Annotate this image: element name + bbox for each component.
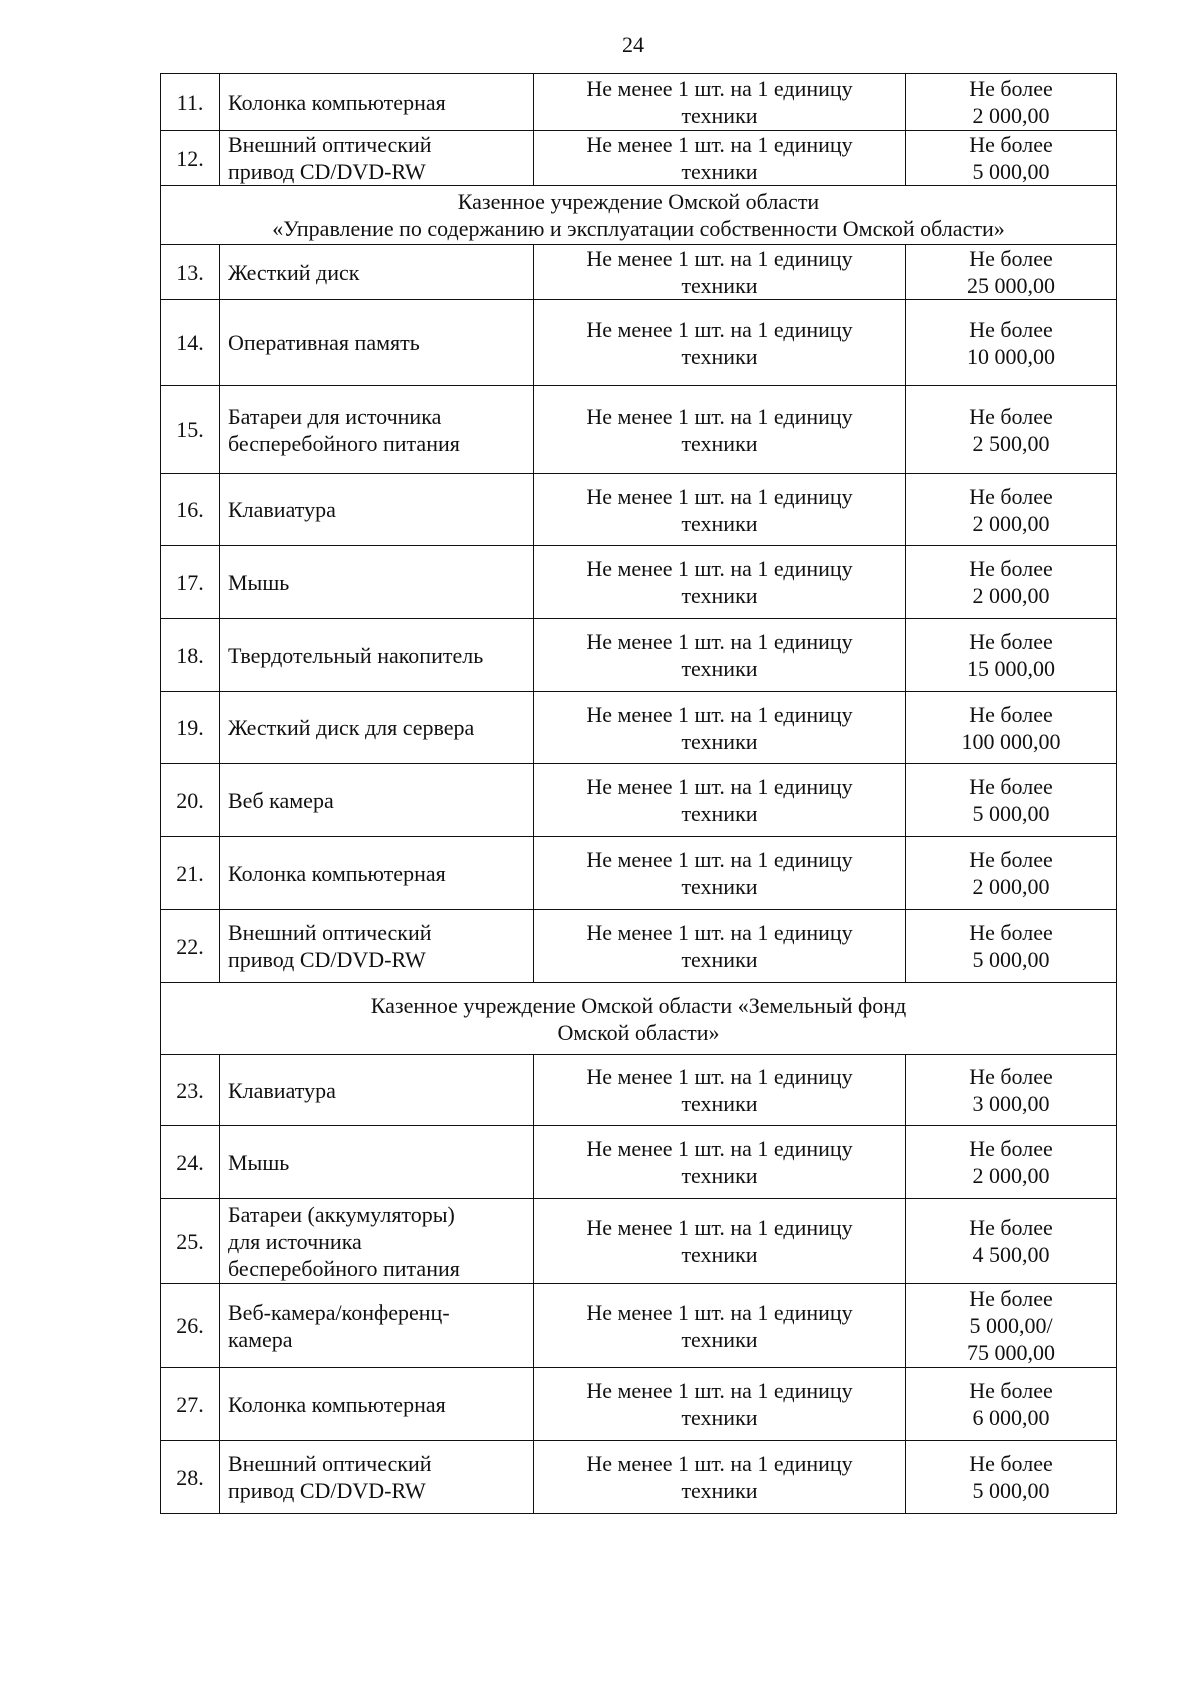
item-quantity-line: Не менее 1 шт. на 1 единицу bbox=[586, 701, 853, 727]
item-quantity-line: Не менее 1 шт. на 1 единицу bbox=[586, 1215, 853, 1240]
item-quantity-line: Не менее 1 шт. на 1 единицу bbox=[586, 246, 853, 271]
item-price-line: 100 000,00 bbox=[961, 728, 1061, 754]
item-price-line: 2 500,00 bbox=[972, 430, 1050, 456]
item-name-line: Веб-камера/конференц- bbox=[228, 1299, 450, 1325]
item-name-line: Твердотельный накопитель bbox=[228, 642, 484, 668]
item-price-line: Не более bbox=[969, 920, 1053, 945]
item-quantity-line: техники bbox=[681, 947, 758, 972]
item-quantity bbox=[534, 1055, 906, 1126]
item-price bbox=[906, 692, 1117, 764]
item-quantity-line: техники bbox=[681, 728, 758, 754]
item-quantity bbox=[534, 1284, 906, 1368]
item-name bbox=[220, 1199, 534, 1284]
item-price-line: Не более bbox=[969, 1286, 1053, 1311]
item-quantity bbox=[534, 692, 906, 764]
item-name-line: Жесткий диск для сервера bbox=[228, 715, 475, 740]
item-price-line: 2 000,00 bbox=[972, 1163, 1050, 1188]
item-name-line: Колонка компьютерная bbox=[228, 860, 446, 886]
item-quantity-line: техники bbox=[681, 1326, 758, 1352]
item-price bbox=[906, 837, 1117, 910]
item-quantity-line: техники bbox=[681, 801, 758, 826]
row-number: 18. bbox=[161, 619, 220, 692]
row-number: 13. bbox=[161, 245, 220, 300]
item-price-line: 2 000,00 bbox=[972, 874, 1050, 899]
requirements-table bbox=[160, 73, 1117, 1514]
item-quantity-line: Не менее 1 шт. на 1 единицу bbox=[586, 1136, 853, 1161]
item-price-line: 5 000,00 bbox=[972, 159, 1050, 184]
item-quantity bbox=[534, 1199, 906, 1284]
item-quantity bbox=[534, 837, 906, 910]
item-price bbox=[906, 1199, 1117, 1284]
section-title bbox=[161, 186, 1117, 245]
item-name bbox=[220, 300, 534, 386]
item-price bbox=[906, 1368, 1117, 1441]
item-quantity bbox=[534, 546, 906, 619]
section-header-row bbox=[161, 186, 1117, 245]
item-price bbox=[906, 74, 1117, 131]
item-name-line: Батареи (аккумуляторы) bbox=[228, 1201, 455, 1227]
item-price-line: Не более bbox=[969, 1215, 1053, 1240]
item-price bbox=[906, 131, 1117, 186]
item-quantity-line: техники bbox=[681, 656, 758, 681]
item-quantity bbox=[534, 619, 906, 692]
item-price-line: 5 000,00 bbox=[972, 1478, 1050, 1503]
item-quantity-line: техники bbox=[681, 1478, 758, 1503]
item-quantity bbox=[534, 764, 906, 837]
item-price-line: 3 000,00 bbox=[972, 1091, 1050, 1116]
item-quantity bbox=[534, 386, 906, 474]
item-quantity bbox=[534, 1368, 906, 1441]
item-price-line: Не более bbox=[969, 1064, 1053, 1089]
item-name-line: Клавиатура bbox=[228, 497, 336, 522]
row-number: 21. bbox=[161, 837, 220, 910]
item-price-line: 25 000,00 bbox=[967, 273, 1055, 298]
item-price bbox=[906, 1126, 1117, 1199]
item-quantity-line: техники bbox=[681, 159, 758, 184]
item-price-line: 10 000,00 bbox=[967, 343, 1055, 369]
item-price bbox=[906, 910, 1117, 983]
item-price-line: 2 000,00 bbox=[972, 583, 1050, 608]
item-name bbox=[220, 1441, 534, 1514]
item-name-line: Внешний оптический bbox=[228, 1451, 432, 1476]
item-quantity bbox=[534, 474, 906, 546]
item-price-line: Не более bbox=[969, 246, 1053, 271]
item-name-line: для источника bbox=[228, 1228, 362, 1254]
item-name-line: Жесткий диск bbox=[228, 259, 360, 285]
section-title-line: «Управление по содержанию и эксплуатации собственности Омской области» bbox=[272, 216, 1005, 241]
item-price-line: 5 000,00/ bbox=[969, 1313, 1053, 1338]
row-number: 24. bbox=[161, 1126, 220, 1199]
table-row bbox=[161, 1055, 1117, 1126]
item-price-line: 6 000,00 bbox=[972, 1405, 1050, 1430]
item-quantity bbox=[534, 300, 906, 386]
row-number: 19. bbox=[161, 692, 220, 764]
item-quantity-line: техники bbox=[681, 1242, 758, 1267]
item-price bbox=[906, 245, 1117, 300]
item-price-line: Не более bbox=[969, 701, 1053, 727]
item-quantity-line: техники bbox=[681, 273, 758, 298]
table-row bbox=[161, 300, 1117, 386]
item-quantity-line: Не менее 1 шт. на 1 единицу bbox=[586, 316, 853, 342]
table-row bbox=[161, 1284, 1117, 1368]
item-quantity-line: Не менее 1 шт. на 1 единицу bbox=[586, 132, 853, 157]
item-price bbox=[906, 1441, 1117, 1514]
item-price-line: Не более bbox=[969, 629, 1053, 654]
row-number: 20. bbox=[161, 764, 220, 837]
section-title-line: Казенное учреждение Омской области «Земельный фонд bbox=[370, 992, 907, 1018]
item-price-line: Не более bbox=[969, 1451, 1053, 1476]
item-price bbox=[906, 1284, 1117, 1368]
item-name bbox=[220, 1368, 534, 1441]
item-price-line: Не более bbox=[969, 1378, 1053, 1403]
row-number: 12. bbox=[161, 131, 220, 186]
item-name bbox=[220, 837, 534, 910]
section-header-row bbox=[161, 983, 1117, 1055]
row-number: 22. bbox=[161, 910, 220, 983]
table-row bbox=[161, 1368, 1117, 1441]
row-number: 25. bbox=[161, 1199, 220, 1284]
item-name-line: Колонка компьютерная bbox=[228, 89, 446, 115]
item-name-line: Колонка компьютерная bbox=[228, 1391, 446, 1417]
table-row bbox=[161, 837, 1117, 910]
item-quantity-line: техники bbox=[681, 103, 758, 128]
row-number: 26. bbox=[161, 1284, 220, 1368]
item-quantity-line: техники bbox=[681, 1091, 758, 1116]
item-quantity-line: Не менее 1 шт. на 1 единицу bbox=[586, 556, 853, 581]
item-quantity-line: Не менее 1 шт. на 1 единицу bbox=[586, 483, 853, 509]
item-name bbox=[220, 386, 534, 474]
item-name bbox=[220, 1284, 534, 1368]
item-price bbox=[906, 1055, 1117, 1126]
item-quantity-line: техники bbox=[681, 430, 758, 456]
row-number: 28. bbox=[161, 1441, 220, 1514]
item-quantity-line: Не менее 1 шт. на 1 единицу bbox=[586, 1064, 853, 1089]
item-name bbox=[220, 1055, 534, 1126]
item-name bbox=[220, 692, 534, 764]
item-quantity bbox=[534, 1126, 906, 1199]
item-price-line: Не более bbox=[969, 774, 1053, 799]
table-row bbox=[161, 692, 1117, 764]
item-price-line: 5 000,00 bbox=[972, 947, 1050, 972]
row-number: 14. bbox=[161, 300, 220, 386]
item-name bbox=[220, 74, 534, 131]
item-price-line: Не более bbox=[969, 316, 1053, 342]
item-name bbox=[220, 546, 534, 619]
item-name-line: Оперативная память bbox=[228, 330, 420, 355]
item-price-line: 2 000,00 bbox=[972, 510, 1050, 536]
item-price-line: Не более bbox=[969, 556, 1053, 581]
item-quantity bbox=[534, 131, 906, 186]
item-quantity-line: техники bbox=[681, 510, 758, 536]
page-number: 24 bbox=[622, 32, 644, 57]
item-quantity bbox=[534, 910, 906, 983]
table-row bbox=[161, 619, 1117, 692]
table-row bbox=[161, 74, 1117, 131]
item-quantity-line: техники bbox=[681, 1405, 758, 1430]
row-number: 11. bbox=[161, 74, 220, 131]
item-price-line: 75 000,00 bbox=[967, 1340, 1055, 1365]
item-quantity-line: Не менее 1 шт. на 1 единицу bbox=[586, 1378, 853, 1403]
item-name bbox=[220, 474, 534, 546]
item-name-line: бесперебойного питания bbox=[228, 430, 460, 456]
item-name bbox=[220, 764, 534, 837]
item-name-line: камера bbox=[228, 1326, 293, 1352]
row-number: 15. bbox=[161, 386, 220, 474]
item-name-line: привод CD/DVD-RW bbox=[228, 1478, 426, 1503]
table-row bbox=[161, 386, 1117, 474]
table-row bbox=[161, 245, 1117, 300]
item-quantity-line: Не менее 1 шт. на 1 единицу bbox=[586, 76, 853, 101]
item-price-line: 4 500,00 bbox=[972, 1242, 1050, 1267]
item-quantity-line: техники bbox=[681, 1163, 758, 1188]
item-quantity-line: Не менее 1 шт. на 1 единицу bbox=[586, 629, 853, 654]
item-name-line: Внешний оптический bbox=[228, 132, 432, 157]
item-quantity-line: Не менее 1 шт. на 1 единицу bbox=[586, 847, 853, 872]
item-name-line: Клавиатура bbox=[228, 1077, 336, 1103]
item-name bbox=[220, 1126, 534, 1199]
item-name-line: Батареи для источника bbox=[228, 403, 442, 429]
item-name bbox=[220, 619, 534, 692]
item-price bbox=[906, 619, 1117, 692]
item-name-line: бесперебойного питания bbox=[228, 1255, 460, 1281]
table-row bbox=[161, 546, 1117, 619]
item-price bbox=[906, 546, 1117, 619]
item-quantity-line: Не менее 1 шт. на 1 единицу bbox=[586, 920, 853, 945]
section-title bbox=[161, 983, 1117, 1055]
item-price-line: Не более bbox=[969, 76, 1053, 101]
item-price-line: Не более bbox=[969, 1136, 1053, 1161]
item-price-line: Не более bbox=[969, 847, 1053, 872]
item-name-line: привод CD/DVD-RW bbox=[228, 947, 426, 972]
table-row bbox=[161, 1441, 1117, 1514]
item-name-line: привод CD/DVD-RW bbox=[228, 159, 426, 184]
item-name-line: Мышь bbox=[228, 1149, 290, 1175]
item-price-line: 2 000,00 bbox=[972, 103, 1050, 128]
table-row bbox=[161, 131, 1117, 186]
row-number: 23. bbox=[161, 1055, 220, 1126]
item-name bbox=[220, 245, 534, 300]
item-name bbox=[220, 131, 534, 186]
item-price bbox=[906, 386, 1117, 474]
row-number: 16. bbox=[161, 474, 220, 546]
table-body bbox=[161, 74, 1117, 1514]
item-name-line: Внешний оптический bbox=[228, 920, 432, 945]
item-name-line: Мышь bbox=[228, 569, 290, 595]
item-quantity-line: техники bbox=[681, 583, 758, 608]
row-number: 17. bbox=[161, 546, 220, 619]
item-name-line: Веб камера bbox=[228, 787, 334, 813]
item-quantity-line: техники bbox=[681, 874, 758, 899]
item-quantity-line: Не менее 1 шт. на 1 единицу bbox=[586, 1299, 853, 1325]
item-quantity-line: Не менее 1 шт. на 1 единицу bbox=[586, 774, 853, 799]
item-name bbox=[220, 910, 534, 983]
item-quantity bbox=[534, 245, 906, 300]
table-row bbox=[161, 1126, 1117, 1199]
row-number: 27. bbox=[161, 1368, 220, 1441]
item-price-line: Не более bbox=[969, 132, 1053, 157]
item-quantity-line: Не менее 1 шт. на 1 единицу bbox=[586, 1451, 853, 1476]
item-price-line: 15 000,00 bbox=[967, 656, 1055, 681]
table-row bbox=[161, 1199, 1117, 1284]
table-row bbox=[161, 764, 1117, 837]
item-price bbox=[906, 764, 1117, 837]
table-row bbox=[161, 474, 1117, 546]
table-row bbox=[161, 910, 1117, 983]
item-price-line: Не более bbox=[969, 403, 1053, 429]
item-price bbox=[906, 474, 1117, 546]
item-price-line: Не более bbox=[969, 483, 1053, 509]
item-quantity-line: Не менее 1 шт. на 1 единицу bbox=[586, 403, 853, 429]
item-quantity bbox=[534, 1441, 906, 1514]
section-title-line: Омской области» bbox=[557, 1019, 720, 1045]
item-price-line: 5 000,00 bbox=[972, 801, 1050, 826]
item-quantity-line: техники bbox=[681, 343, 758, 369]
section-title-line: Казенное учреждение Омской области bbox=[457, 189, 820, 214]
item-price bbox=[906, 300, 1117, 386]
item-quantity bbox=[534, 74, 906, 131]
